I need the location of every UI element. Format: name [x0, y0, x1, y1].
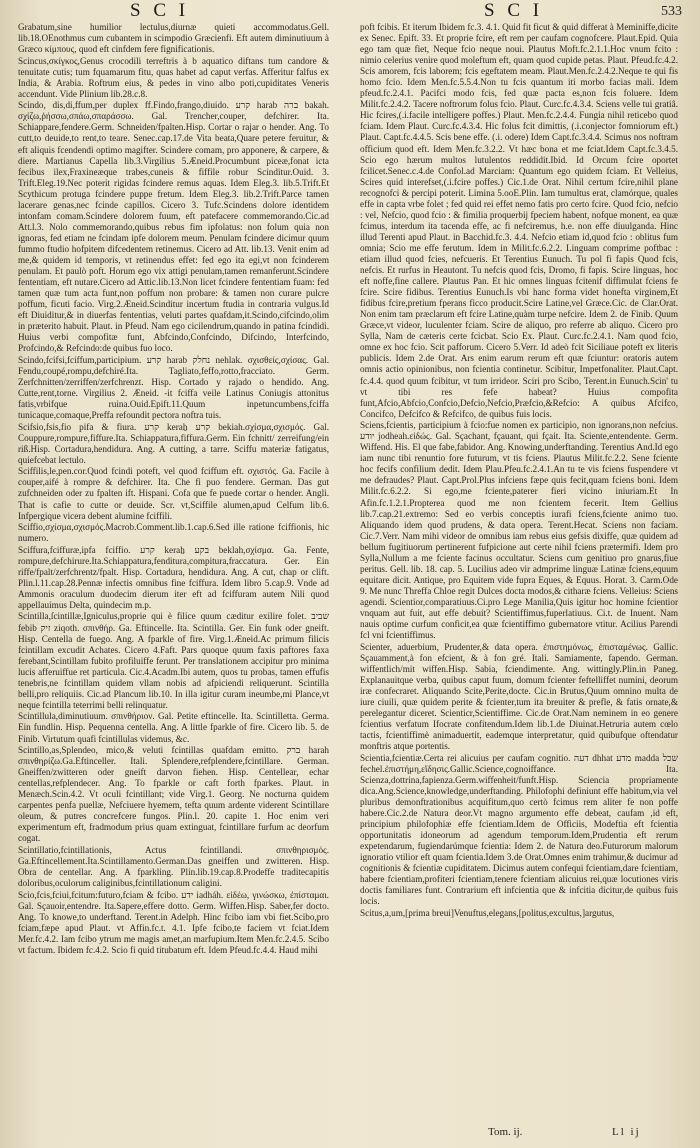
entry-scissus: Scindo,fcifsi,fciffum,participium. קרע harab נחלק nehlak. σχισθείς,σχίσας. Gal. Fendu,coupé,rompu,defchiré.Ita. Tagliato,feffo,rotto,fracciato. Germ. Zerfchnitten/zerriffen/zerfchrenzt. Hisp. Cortado y rajado o hendido. Ang. Cutte,rent,torne. Virgilius 2. Æneid. -it fciffa veile Latinus Coniugis attonitus fatis,vrbifque ruina.Ouid.Epift.11.Quum inpetuncumbens,fciffa tunicaque,comaque,Preffa refoundit pectora noftra tuis. — [18, 354, 329, 421]
running-head-left: S C I — [130, 0, 190, 21]
entry-scio-continued: poft fcibis. Et iterum Ibidem fc.3. 4.1. Quid fit ficut & quid differat à Meminiffe,dicite ex Senec. Epift. 33. Et proprie fcire, eft rem per caufam cognofcere. Plaut.Epid. Quia ego tam quæ fiet, Neque fcio neque noui. Plautus Moft.fc.2.1.1.Hoc vnum fcito : nimio celerius venire quod moleftum eft, quam quod cupide petas. Plaut. Pfeud.fc.4.2. Scis amorem, fcis laborem; fcis egeftatem meam. Plaut.Men.fc.2.4.2.Neque te qui fis homo fcio. Idem Men.fc.5.5.4.Non tu fcis quantum iti morbo facias mali. Idem pfeud.fc.2.4.1. Pacifci modo fcis, fed quæ pacta es,non fcis foluere. Idem Milit.fc.2.4.2. Tacere noftrorum folus fcio. Plaut. Curc.fc.4.3.4. Sciens velle tui gratiâ. Hic fcires,(.i.facile intelligere poffes.) Plaut. Men.fc.2.4.4. Fungia nihil reticebo quod fciam. Idem Plaut. Curc.fc.4.3.4. Hic folus fcit dimittis, (.i.conjector fomniorum eft.) Plaut. Capt.fc.4.4.5. Scis bene effe. (.i. odere) Idem Capt.fc.3.4.4. Scimus nos noftram officium quod eft. Idem Men.fc.3.2.2. Vt hæc bona et me fciat.Idem Capt.fc.3.4.5. Scio ego hærum multos lutulentos reddidit.Ibid. Id Orcum fcire oportet fcilicet.Senec.c.4.de Confol.ad Marciam: Quantum ego quidem fciam. Et Velleius, Scires quid interefset,(.i.fcire poffes.) Cic.1.de Orat. Nihil certum fcire,nihil plane recognofci & percipi poterit. Limina 5.ooE.Plin. Iam tumultus erat, clamórque, quales effe in capta vrbe folet ; fed quid rei effet nemo fatis pro certo fcire. Quod fcio, nefcio : vel, Nefcio, quod fcio : & fimilia proquerbij fpeciem habent, nofque monent, ea quæ fcimus, interdum ita tacenda effe, ac fi nefciremus, h.e. non effe diuulganda. Hinc illud Terenti apud Plaut. in Bacchid.fc.3. 4.4. Nefcio etiam id,quod fcio : oblitus fum omnia; Scio me effe ferutum. Idem in Milit.fc.6.2.2. Linguam comprime poftbac : etiam illud quod fcies, nefcueris. Et Terentius Eunuch. Tu pol fi fapis Quod fcis, nefcis. Et rurfus in Heautont. Tu nefcis quod fcis, Dromo, fi fapis. Scire linguas, hoc eft noffe,fine callere. Plautus Pan. Et hic omnes linguas fcitenif diffimulat fciens fe fcire. Scire fidibus. Terentius Eunuch.Is vbi hanc forma videt honefta virginem,Et fidibus fcire,pretium fperans ficco producit.Scire Latine,vel Græce.Cic. de Clar.Orat. Non enim tam præclarum eft fcire Latine,quàm turpe nefcire. Idem 2. de Finib. Quum Græce,vt videor, luculenter fciam. Scire de aliquo, pro referre ab aliquo. Cicero pro Sylla, Nam de cæteris certe fcicbat. Scio Ex. Plaut. Curc.fc.2.4.1. Nam quod fcio, omne ex hoc fcio. Scit pafforum. Cicero 5.Verr. Id adeò fcit Siciliaue poteft ex literis publicis. Idem 2.de Orat. Ars enim earum rerum eft quæ fciuntur: oratoris autem omnis actio opinionibus, non fcientia continetur. Scibitur, Impetfonaliter. Plaut.Capt. fc.4.4. quod quum fcibitur, vt tum irrideor. Sciri pro Scibo, Terent.in Eunuch.Scin' tu vt tibi res fefe habeat? Huius compofita funt,Afcio,Abfcio,Confcio,Defcio,Nefcio,Præfcio,&Refcio: A quibus Afcifco, Concifco, Defcifco & Refcifco, de quibus fuis locis. — [360, 22, 678, 419]
right-column — [360, 22, 678, 1102]
entry-scissio: Sciffio,σχίσμα,σχισμός.Macrob.Comment.lib.1.cap.6.Sed ille ratione fciffionis, hic numero. — [18, 522, 329, 544]
entry-scienter: Scienter, aduerbium, Prudenter,& data opera. ἐπιστημόνως, ἐπισταμένως. Gallic. Sçauamment,à fon efcient, & à fon gré. Itali. Samiamente, fapendo. German. wiffentlich/mit wiffen.Hisp. Sabia, fciendimente. Ang. wittingly.Plin.in Paneg. Explanauitque verba, quibus caput fuum, domum fcienter feftelliffet numini, deorum iræ confecraret. Aliquando Scite,Perite,docte. Cic.in Brutus,Quum omnino multa de iure ciuili, quæ quidem perite & fcienter,tum ita breuiter & prefle, & fatis ornate,& perelegantur diceret. Scienticr,Scientiffime. Cic.de Orat.Nam neminem in eo genere fcientius verfatum Ifocrate confitendum.Idem lib.1.de Diuinat.Hetruria autem cœlo tactis, fcientiffimè animaduertit, eademque interpretatur, quid quibufque oftendatur monftris atque portentis. — [360, 641, 678, 752]
entry-scissio-fissura: Scifsio,fsis,fio pifa & fiura. קרע keraẖ קרע bekiah.σχίσμα,σχισμός. Gal. Couppure,rompure,fiffure.Ita. Schiappatura,fiffura.Germ. Ein fchnitt/ zerreifung/ein riß.Hisp. Cortadura,hendidura. Ang. A cutting, a tarre. Sciffu materiæ fatigatus, quiefcebat lectulo. — [18, 421, 329, 465]
page-number: 533 — [661, 4, 682, 19]
entry-scintillatio: Scintillatio,fcintillationis, Actus fcintillandi. σπινθηρισμός. Ga.Eftincellement.Ita.Scintillamento.German.Das gneiffen und zwitteren. Hisp. Obra de centellar. Ang. A fparkling. Plin.lib.19.cap.8.Prodeffe traditecapitis doloribus,oculorum caliginibus,fcintillationum caligini. — [18, 844, 329, 889]
entry-scintilla: Scintilla,ſcintillæ,Igniculus,proprie qui è filice quum cæditur exilire folet. שביב febib זיק ziqoth. σπινθήρ. Ga. Eftincelle. Ita. Scintilla. Ger. Ein funk oder gneift. Hisp. Centella de fuego. Ang. A fparkle of fire. Virg.1.Æneid.Ac primum filicis fcintillam excudit Achates. Cicero 4.Faft. Pars quoque quum faxis paftores faxa ferebant,Scintillam fubito profiluiffe ferunt. Per translationem accipitur pro minima lucis afferuiffue ret particula. Cic.4.Acadm.Ibi autem, quos tu probas, tamen effufis tenebris,ne fcintillam quidem vllam nobis ad afpiciendi reliquerunt. Scintilla belli,pro reliquiis. Cic.ad Plancum lib.10. In illa igitur curam ineumbe,mi Plance,vt neque fcintilla teterrimi belli relinquatur. — [18, 611, 329, 710]
entry-grabatum: Grabatum,sine humilior lectulus,diurnæ quieti accommodatus.Gell. lib.18.OEnothmus cum cubantem in scimpodio Græcienfi. Eft autem diminutiuum à Græco κίμπους, quod eft cinfdem fere fignificationis. — [18, 22, 329, 55]
entry-scitus: Scitus,a,um,[prima breui]Venuftus,elegans,[politus,excultus,]argutus, — [360, 907, 615, 918]
entry-scintillula: Scintillula,diminutiuum. σπινθήριον. Gal. Petite eftincelle. Ita. Scintilletta. Germa. Ein fundlin. Hisp. Pequenna centella. Ang. A little fparkle of fire. Cicero lib. 5. de Finib. Virtutum quafi fcintillulas videmus, &c. — [18, 711, 329, 744]
entry-scissura: Sciffura,fciffuræ,ipfa fciffio. קרע keraẖ בקע beklah,σχίσμα. Ga. Fente, rompure,defchirure.Ita.Schiappatura,fenditura,compitura,fraccatura. Ger. Ein riffe/fpalt/zerfchrentz/fpalt. Hisp. Cortadura, hendidura. Ang. A cut, chap or clift. Plin.l.11.cap.28.Pennæ infectis omnibus fine fciffura. Idem libro 5.cap.9. Vnde ad Ammonis oraculum duodecim dierum iter eft ad fciffuram autem Nili quod appellauimus Delta, quindecim m.p. — [18, 544, 329, 610]
entry-sciens: Sciens,fcientis, participium à fcio:fue nomen ex participio, non ignorans,non nefcius. יודע jodheah.εἰδώς. Gal. Sçachant, fçauant, qui fçait. Ita. Sciente,entendente. Germ. Wiffend. His. El que fabe,fabidor. Ang. Knowing,underftanding. Terentius And.Id ego iam nunc tibi renuntio fore futurum, vt tis fciens. Plautus Milit.fc.2.2. Sene fciente hoc fecifs confilium dedit. Idem Plau.Pfeu.fc.2.4.1.An tu te vis fciens fuspendere vt me defraudes? Plaut. Capt.Prol.Plus infciens fæpe quis fecit,quam fciens boni. Idem Milit.fc.6.2.2. Si ego,me fciente,paterer fieri vicino iniuriam.Et In Afin.fc.1.2.1.Propterea quod me non fcientem fecerit. Item Gellius lib.7.cap.21.extremo: Sed eo verbis conceptis iurafi fciens,fciente animo tuo. Aliquando idem quod prudens, & data opera. Terent.Hecat. Sciens non faciam. Cic.7.Verr. Nam mihi videor de omnibus iam rebus eius gefsis dixiffe, quæ quidem ad bellum fugitiuorum pertinerent fufpicione aut certe nihil fciens prætermifi. Idem pro Sylla,Nullum a me fciente facinus occultatur. Sciens cum genitiuo pro gnarus,fiue peritus. Gell. lib. 18. cap. 5. Lucilius adeo vir admprime linguæ Latinæ fciens,equum equitare dicit. Antique, pro Equitem vide fupra Eques, & Equus. Horat. 3. Carm.Ode 9. Me nunc Threffa Chloe regit Dulces docta modos,& citharæ fciens. Velleius: Sciens agendi. Scientior,comparatiuus.Ci.pro Lege Manilia,Quis igitur hoc homine fcientior vnquam aut fuit, aut effe debuit? Scientiffimus,fuperlatiuus. Ci.t. de Inuent. Nam nauis optime curfum conficit,ea quæ fcientiffimo gubernatore vtitur. Acilius Parendi fcl vni fcientiffimus. — [360, 420, 678, 641]
running-head — [0, 0, 700, 22]
page-footer — [0, 1120, 700, 1146]
entry-scissilis: Sciffilis,le,pen.cor.Quod fcindi poteft, vel quod fciffum eft. σχιστός. Ga. Facile à couper,aifé à rompre & defchirer. Ita. Che fi puo fendere. German. Das gut zufchneiden oder zu fpalten ift. Hispani. Cofa que fe puede cortar o hender. Angli. That is cafie to cutte or deuide. Scr. vt,Sciffile alumen,apud Celfum lib.6. Infpergique vicera debent alumine fciffili. — [18, 466, 329, 521]
entry-scio: Scio,fcis,fciui,fcitum:futuro,fciam & fcibo. ידע iadháh. εἰδέω, γινώσκω, ἐπίσταμαι. Gal. Sçauoir,entendre. Ita.Sapere,effere dotto. Germ. Wiffen.Hisp. Saber,fer docto. Ang. To knowe,to underftand. Terent.in Adelph. Hinc fcibo iam vbi fiet.Scibo,pro fciam,fæpe apud Plaut. vt Affin.fc.t. 4.1. Ipfe fcibo,te faciem vt fciat.Idem Mer.fc.4.2. Iam fcibo ytrum me magis amet,an marfupium.Item Men.fc.2.4.5. Scibo vt factum. Ibidem fc.4.2. Scio fi quid titubatum eft. Idem Pfeud.fc.4.4. Haud mihi — [18, 889, 329, 955]
entry-scientia: Scientia,fcientiæ.Certa rei alicuius per caufam cognitio. דעה dhhat מדע madda שכל fechel.ἐπιστήμη,εἴδησις.Gallic.Science,cognoiffance. Ita. Scienza,dottrina,fapienza.Germ.wiffenheit/funft.Hisp. Sciencia propriamente dica.Ang.Science,knowledge,underftanding. Philofophi definiunt effe habitum,via vel pluribus demonftrationibus acquifitum,quo certò fcimus rem aliter fe non poffe habere.Cic.2.de Natura deor.Vt magno argumento effe debeat, caufam ,id eft, principium philofophiæ effe fcientiam.Idem de Officiis, Modeftia eft fcientia opportunitatis idoneorum ad agendum temporum.Idem,Prudentia eft rerum expetendarum, fugiendarúmque fcientia: Idem 2. de Natura deo.Futurorum malorum ignoratio vtilior eft quam fcientia.Idem 3.de Orat.Omnes enim trahimur,& ducimur ad cognitionis & fcientiæ cupiditatem. Dicimus autem confequi fcientiam,dare fcientiam, habere fcientiam,profiteri fcientiam,tenere fcientiam alicuius rei,quæ locutiones viris doctis familiares funt. Contrarium eft infcientia que & infcitia dicitur,de quibus fuis locis. — [360, 752, 678, 907]
volume-label: Tom. ij. — [488, 1126, 523, 1138]
running-head-right: S C I — [484, 0, 544, 21]
left-column — [18, 22, 329, 1102]
entry-scindo: Scindo, dis,di,ffum,per duplex ff.Findo,frango,diuido. קרע harab ברה bakah. σχίζω,ῥήσσω,σπάω,σπαράσσω. Gal. Trencher,couper, defchirer. Ita. Schiappare,fendere.Germ. Schneiden/fpalten.Hisp. Cortar o rajar o hender. Ang. To cutt,to deuide,to rent,to teare. Senec.cap.17.de Vita beata,Quare petere feruitur, & eft aliquis fcendendi optimo magifter. Scindere comam, pro apponere, & carpere, & diere. Martianus Capella lib.3.Virgilius 5.Æneid.Procumbunt piceæ,fonat icta fecibus ilex,Fraxineæque trabes,cuneis & fiffile robur Scinditur.Ouid. 3. Trift.Eleg.19.Nec poterit rigidas fcindere remus aquas. Idem Eleg.3. lib.5.Trift.Et Scythicum protuga fcindere puppe fretum. Idem Eleg.3. lib.2.Trift.Parce tamen lacerare genas,nec fcinde capillos. Cicero 3. Tufc.Scindens dolore identidem intonfam comam.Scindere dolorem fuum, eft patefacere commemorando.Cic.ad Att.l.3. Nolo commemorando,quibus rebus fim ipfolatus: non folum quia non ignoras, fed etiam ne fcindam ipfe dolorem meum. Penulam fcindere dicimur quum fummo ftudio hofpitem difcedentem retinemus. Cicero ad Att. lib.13. Venit enim ad me,& quidem id temporis, vt retinendus effet: fed ego ita egi,vt non fcinderem penulam. Et paulò poft. Horum ego vix attigi penulam,tamen remanferunt.Scindere fententiam, eft nutare.Cicero ad Attic.lib.13.Non licet fcindere fententiam fuam: fed tamen quæ tum acta funt,non poffum non probare: & tamen non curare pulcre poffum, ficuti facio. Virg.2.Æneid.Scinditur incertum ftudia in contraria vulgus.Id eft Diuiditur,& in diuerfas fententias, veluti partes quafdam,it.Scindo,cifcindo,olim in præterito habuit. Plaut. in Pfeud. Nam ego cicilendrum,quando in patina fcindidi. Huius verbi compofitæ funt, Abfcindo,Confcindo, Difcindo, Interfcindo, Profcindo,& Refcindo:de quibus fuo loco. — [18, 100, 329, 354]
entry-scincus: Scincus,σκίγκος,Genus crocodili terreftris à b aquatico diftans tum candore & tenuitate cutis; tum fquamarum fitu, quas habet ad caput verfas. Afferitur falfus ex India, & Arabia. Roftrum eius, & pedes in vino albo poti,cupiditates Veneris accendunt. Vide Plinium lib.28.c.8. — [18, 55, 329, 99]
entry-scintillo: Scintillo,as,Splendeo, mico,& veluti fcintillas quafdam emitto. ברק harah σπινθηρίζω.Ga.Eftinceller. Itali. Splendere,refplendere,fcintillare. German. Gneiffen/zwitteren oder gneift darvon fiehen. Hisp. Centellear, echar centellas,refplendecer. Ang. To fparkle or caft forth fparkes. Plaut. in Menæch.Scin.4.2. Vt oculi fcintillant; vide Virg.1. Georg. Ne nocturna quidem carpentes penfa puellæ, Nefciuere hyemem, tefta quum ardente viderent Scintillare oleum, & putres concrefcere fungos. Plin.l. 20. capite 1. Hoc enim veri experimentum eft, fradmodum prius quam extinguat, fcintillare furfum ac deorfum cogat. — [18, 745, 329, 844]
signature-mark: Ll ij — [612, 1126, 641, 1138]
